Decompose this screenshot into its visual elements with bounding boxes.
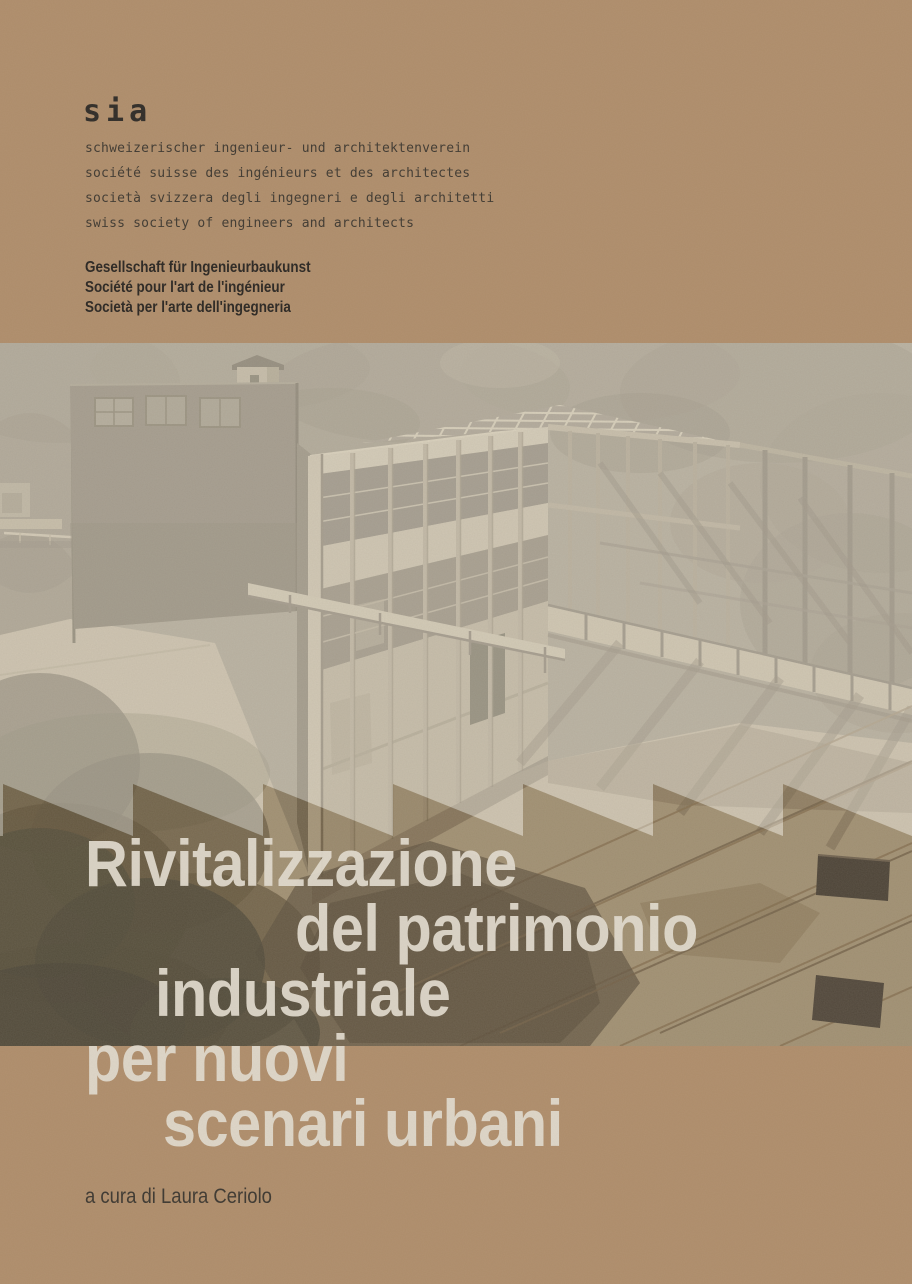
org-name-line: société suisse des ingénieurs et des architectes [85,166,471,181]
org-name-line: swiss society of engineers and architects [85,216,415,231]
society-line: Società per l'arte dell'ingegneria [85,299,291,316]
society-line: Gesellschaft für Ingenieurbaukunst [85,259,311,276]
org-name-line: società svizzera degli ingegneri e degli architetti [85,191,495,206]
society-lines [85,258,311,318]
book-title-line: Rivitalizzazione [85,826,517,900]
author-line: a cura di Laura Ceriolo [85,1185,272,1208]
book-title-line: per nuovi [85,1021,349,1095]
book-title-line: del patrimonio [295,891,698,965]
society-line: Société pour l'art de l'ingénieur [85,279,285,296]
org-name-line: schweizerischer ingenieur- und architektenverein [85,141,471,156]
book-title-line: scenari urbani [163,1086,563,1160]
book-title-line: industriale [155,956,451,1030]
sia-logo: sia [83,94,153,129]
org-name-lines [85,136,494,236]
